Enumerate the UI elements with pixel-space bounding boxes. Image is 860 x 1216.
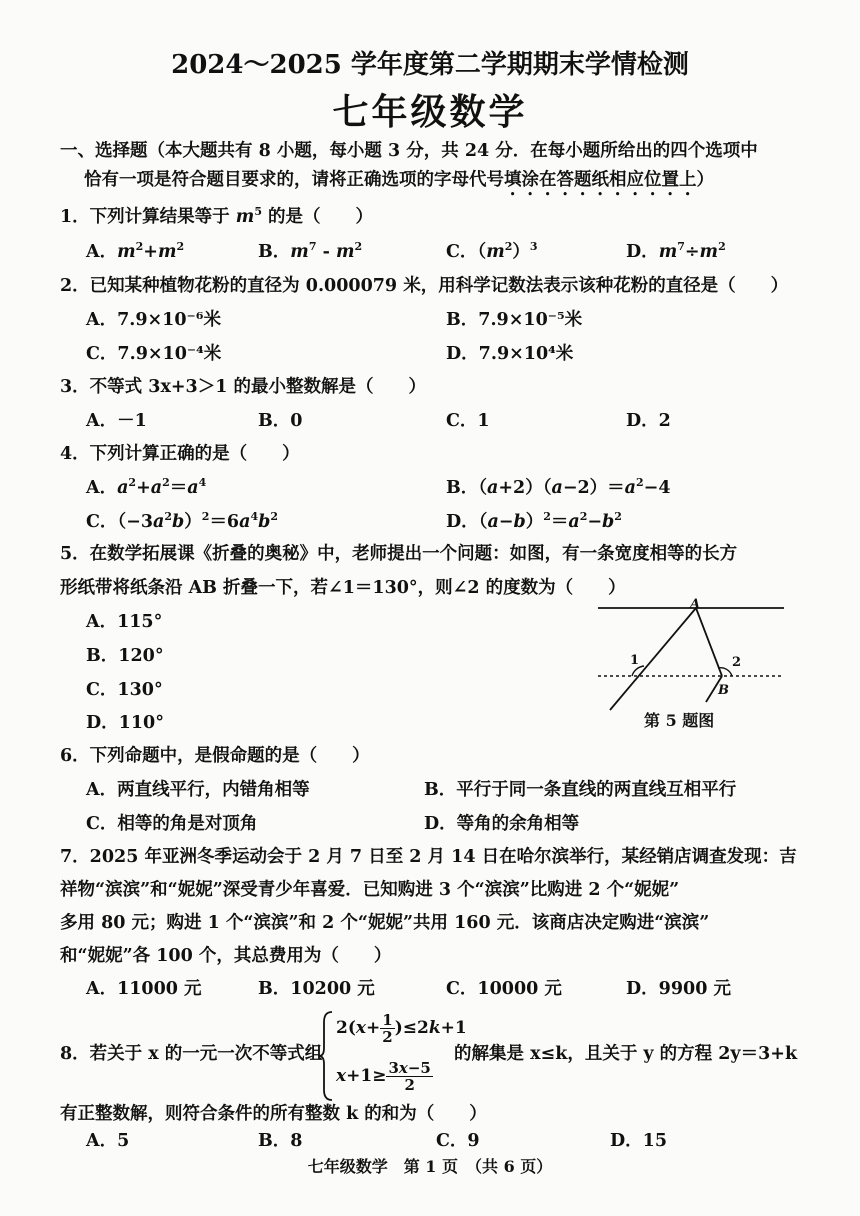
section-instructions-close: ） [696,170,714,190]
question-2-option-a: A．7.9×10⁻⁶米 [86,310,221,330]
question-6-stem: 6．下列命题中，是假命题的是（ ） [60,746,370,766]
question-6-option-b: B．平行于同一条直线的两直线互相平行 [424,780,737,800]
question-6-option-c: C．相等的角是对顶角 [86,814,258,834]
section-instructions-text: 恰有一项是符合题目要求的，请将正确选项的字母代号 [84,170,504,190]
point-b-label: B [718,683,729,698]
question-8-option-a: A．5 [86,1131,130,1151]
section-instructions-line1: 一、选择题（本大题共有 8 小题，每小题 3 分，共 24 分．在每小题所给出的四个选项中 [60,141,758,161]
question-2-option-c: C．7.9×10⁻⁴米 [86,344,222,364]
question-2-stem: 2．已知某种植物花粉的直径为 0.000079 米，用科学记数法表示该种花粉的直径是（ ） [60,276,789,296]
question-8-stem-line2: 有正整数解，则符合条件的所有整数 k 的和为（ ） [60,1104,487,1124]
question-1-stem: 1．下列计算结果等于 $m^5$ 的是（ ） [60,205,374,227]
question-7-option-d: D．9900 元 [626,979,731,999]
question-7-option-b: B．10200 元 [258,979,375,999]
question-6-option-d: D．等角的余角相等 [424,814,580,834]
point-a-label: A [690,598,701,612]
question-5-option-b: B．120° [86,646,164,666]
question-4-option-d: D．$(a-b)^2=a^2-b^2$ [446,510,622,532]
question-5-option-d: D．110° [86,713,164,733]
question-3-stem: 3．不等式 3x+3＞1 的最小整数解是（ ） [60,377,426,397]
exam-title: 2024～2025 学年度第二学期期末学情检测 [171,50,689,80]
question-7-stem-line2: 祥物“滨滨”和“妮妮”深受青少年喜爱．已知购进 3 个“滨滨”比购进 2 个“妮妮” [60,880,680,900]
question-7-stem-line1: 7．2025 年亚洲冬季运动会于 2 月 7 日至 2 月 14 日在哈尔滨举行，某经销店调查发现：吉 [60,847,797,867]
figure-fold-line [610,608,696,710]
question-8-option-b: B．8 [258,1131,303,1151]
subject-title: 七年级数学 [332,91,528,133]
angle-2-label: 2 [732,655,742,670]
brace-icon [318,1010,334,1102]
question-8-stem-a: 8．若关于 x 的一元一次不等式组 [60,1044,323,1064]
question-4-option-b: B．$(a+2)(a-2)=a^2-4$ [446,476,671,498]
question-2-option-d: D．7.9×10⁴米 [446,344,574,364]
question-8-option-c: C．9 [436,1131,480,1151]
question-8-option-d: D．15 [610,1131,668,1151]
question-5-stem-line1: 5．在数学拓展课《折叠的奥秘》中，老师提出一个问题：如图，有一条宽度相等的长方 [60,544,738,564]
question-3-option-c: C．1 [446,411,490,431]
question-5-stem-line2: 形纸带将纸条沿 AB 折叠一下，若∠1＝130°，则∠2 的度数为（ ） [60,578,626,598]
question-6-option-a: A．两直线平行，内错角相等 [86,780,310,800]
inequality-2: x+1≥ $\frac{3x-5}{2}$ [336,1059,431,1094]
question-1-option-b: B．$m^7 - m^2$ [258,240,363,262]
question-8-stem-b: 的解集是 x≤k，且关于 y 的方程 2y＝3+k [454,1044,798,1064]
question-3-option-d: D．2 [626,411,671,431]
question-4-stem: 4．下列计算正确的是（ ） [60,444,300,464]
question-4-option-c: C．$(-3a^2b)^2=6a^4b^2$ [86,510,279,532]
angle-1-label: 1 [630,653,640,668]
section-instructions-emphasis: 填涂在答题纸相应位置上 [504,170,697,190]
inequality-1: 2(x+ $\frac{1}{2}$ )≤2k+1 [336,1011,467,1046]
question-1-option-d: D．$m^7\div m^2$ [626,240,726,262]
question-4-option-a: A．$a^2+a^2=a^4$ [86,476,207,498]
question-3-option-a: A．－1 [86,411,147,431]
section-instructions-line2 [84,166,714,200]
question-7-option-a: A．11000 元 [86,979,202,999]
question-7-stem-line4: 和“妮妮”各 100 个，其总费用为（ ） [60,946,392,966]
question-5-figure-caption: 第 5 题图 [644,711,715,730]
inequality-system [318,1010,467,1102]
question-1-option-a: A．$m^2+m^2$ [86,240,185,262]
question-3-option-b: B．0 [258,411,303,431]
question-7-option-c: C．10000 元 [446,979,562,999]
question-5-option-a: A．115° [86,612,163,632]
question-2-option-b: B．7.9×10⁻⁵米 [446,310,583,330]
question-1-option-c: C．$(m^2)^3$ [446,240,538,262]
figure-segment-ab [696,608,722,676]
question-7-stem-line3: 多用 80 元；购进 1 个“滨滨”和 2 个“妮妮”共用 160 元．该商店决定购进“滨滨” [60,913,710,933]
question-5-option-c: C．130° [86,680,163,700]
page-footer: 七年级数学 第 1 页 （共 6 页） [307,1157,553,1176]
